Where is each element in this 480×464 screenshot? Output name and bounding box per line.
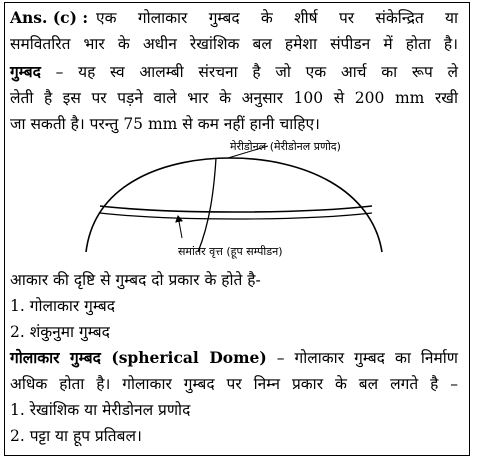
spherical-text-1: – गोलाकार गुम्बद का निर्माण (266, 349, 458, 367)
spherical-text-2: अधिक होता है। गोलाकार गुम्बद पर निम्न प्रकार के बल लगते है – (10, 375, 458, 393)
meridian-curve (198, 158, 216, 252)
dome-text-2: लेती है इस पर पड़ने वाले भार के अनुसार 100 से 200 mm रखी (10, 89, 458, 107)
answer-text-1: एक गोलाकार गुम्बद के शीर्ष पर संकेन्द्रित या (96, 9, 458, 27)
type-spherical: 1. गोलाकार गुम्बद (10, 297, 116, 315)
meridional-label: मेरीडोनल (मेरीडोनल प्रणोद) (230, 140, 341, 153)
type-conical: 2. शंकुनुमा गुम्बद (10, 323, 110, 341)
dome-heading: गुम्बद (10, 62, 41, 81)
spherical-heading: गोलाकार गुम्बद (spherical Dome) (10, 348, 267, 367)
force-hoop: 2. पट्टा या हूप प्रतिबल। (10, 427, 142, 445)
hoop-label: समांतर वृत्त (हूप सम्पीडन) (178, 245, 283, 258)
dome-outline (86, 158, 382, 252)
spherical-line-1 (10, 348, 458, 368)
hoop-ring (100, 206, 372, 212)
answer-label: Ans. (c) : (10, 8, 89, 27)
hoop-ring-inner (100, 213, 372, 219)
force-meridional: 1. रेखांशिक या मेरीडोनल प्रणोद (10, 401, 191, 419)
answer-text-2: समवितरित भार के अधीन रेखांशिक बल हमेशा संपीडन में होता है। (10, 35, 458, 53)
hoop-pointer (178, 216, 182, 238)
dome-text-3: जा सकती है। परन्तु 75 mm से कम नहीं हानी चाहिए। (10, 115, 320, 133)
dome-text-1: – यह स्व आलम्बी संरचना है जो एक आर्च का रूप ले (40, 63, 458, 81)
types-intro: आकार की दृष्टि से गुम्बद दो प्रकार के होते है- (10, 271, 261, 289)
